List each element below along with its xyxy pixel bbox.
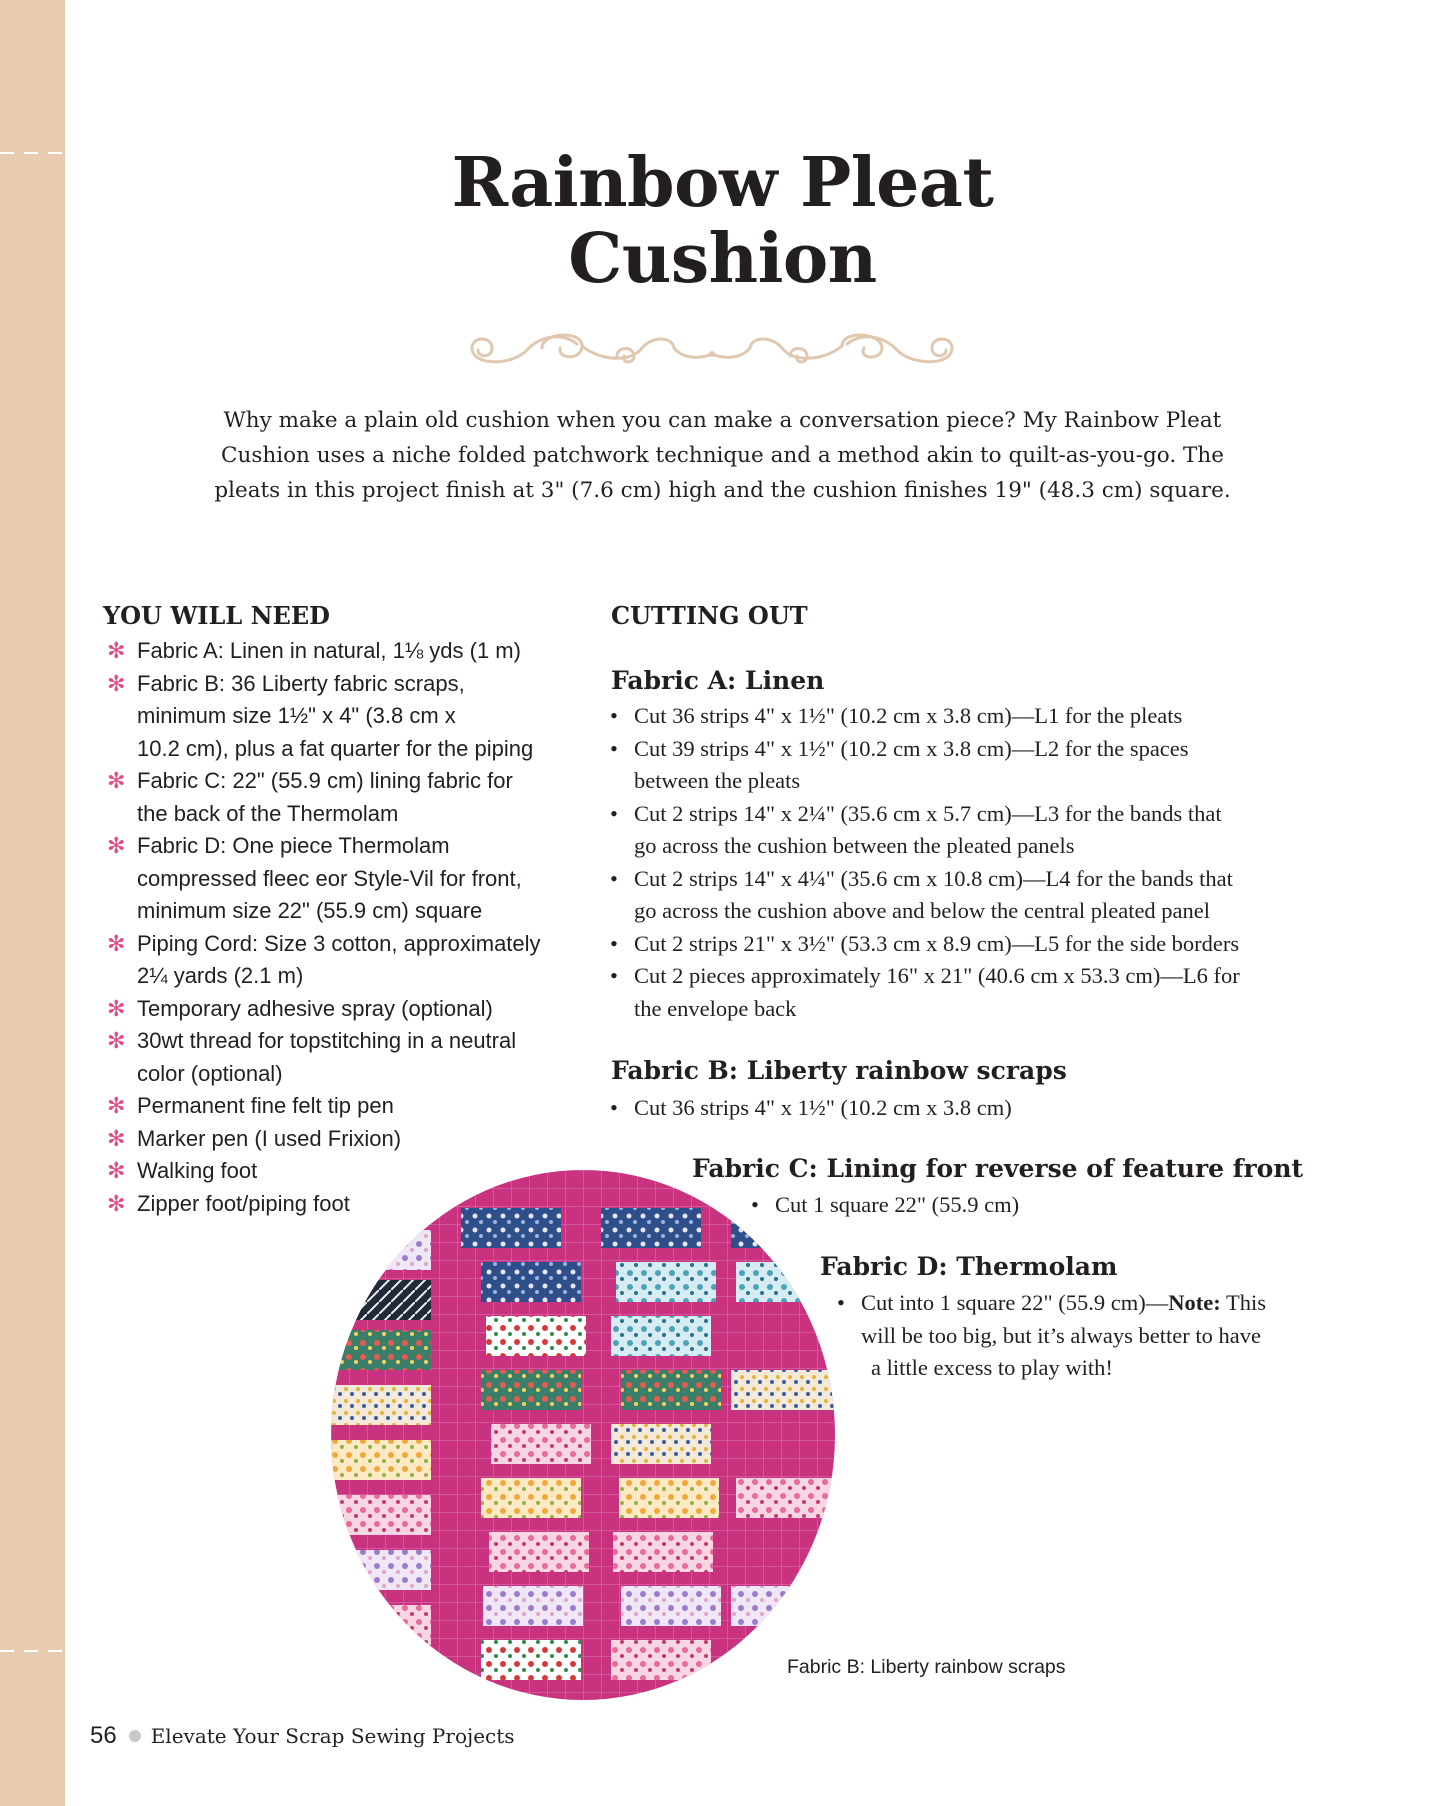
list-item-text: Marker pen (I used Frixion) [137, 1125, 402, 1151]
margin-dash-mark [0, 1650, 65, 1652]
page-footer [90, 1722, 515, 1750]
bullet-dot-icon: • [751, 1192, 759, 1217]
list-item-text: Cut 2 pieces approximately 16" x 21" (40.6 cm x 53.3 cm)—L6 for [634, 963, 1240, 988]
bullet-dot-icon: • [610, 865, 618, 891]
list-item-text: go across the cushion above and below the central pleated panel [634, 898, 1211, 923]
list-item-text: Fabric A: Linen in natural, 1⅛ yds (1 m) [137, 638, 521, 663]
list-item-text: the back of the Thermolam [137, 800, 399, 826]
list-item-text [861, 1287, 1357, 1320]
fabric-c-heading: Fabric C: Lining for reverse of feature front [692, 1154, 1304, 1183]
list-item-text: Temporary adhesive spray (optional) [137, 995, 493, 1021]
page-title-line2: Cushion [568, 219, 877, 299]
list-item-text: Fabric C: 22" (55.9 cm) lining fabric for [137, 768, 513, 793]
list-item-text: Cut 2 strips 14" x 4¼" (35.6 cm x 10.8 cm)—L4 for the bands that [634, 865, 1233, 891]
item-text: Cut into 1 square 22" (55.9 cm)— [861, 1290, 1169, 1315]
bullet-dot-icon: • [610, 800, 618, 826]
item-text: This [1220, 1290, 1266, 1315]
list-item [103, 668, 593, 766]
asterisk-bullet-icon: ✻ [107, 995, 126, 1021]
asterisk-bullet-icon: ✻ [107, 670, 126, 696]
bullet-dot-icon: • [610, 930, 618, 956]
decorative-flourish-icon [442, 318, 982, 378]
list-item-text: Piping Cord: Size 3 cotton, approximately [137, 930, 541, 956]
list-item-text: 10.2 cm), plus a fat quarter for the piping [137, 735, 534, 761]
asterisk-bullet-icon: ✻ [107, 1028, 126, 1053]
list-item-text: Permanent fine felt tip pen [137, 1093, 394, 1118]
list-item [837, 1287, 1357, 1385]
fabric-a-cut-list [610, 700, 1350, 1025]
bullet-dot-icon: • [610, 963, 618, 988]
list-item-text: Walking foot [137, 1158, 258, 1183]
list-item [103, 635, 593, 668]
asterisk-bullet-icon: ✻ [107, 1093, 126, 1118]
fabric-b-heading: Fabric B: Liberty rainbow scraps [611, 1056, 1067, 1085]
separator-dot-icon [129, 1730, 141, 1742]
list-item [610, 798, 1350, 863]
book-title: Elevate Your Scrap Sewing Projects [150, 1724, 515, 1748]
list-item [103, 1123, 593, 1156]
list-item [610, 928, 1350, 961]
fabric-a-heading: Fabric A: Linen [611, 666, 825, 695]
list-item-text: Cut 1 square 22" (55.9 cm) [775, 1192, 1020, 1217]
asterisk-bullet-icon: ✻ [107, 768, 126, 793]
asterisk-bullet-icon: ✻ [107, 638, 126, 663]
list-item [103, 928, 593, 993]
list-item-text: a little excess to play with! [871, 1355, 1113, 1380]
photo-caption: Fabric B: Liberty rainbow scraps [787, 1656, 1066, 1678]
bullet-dot-icon: • [610, 703, 618, 728]
intro-line: Cushion uses a niche folded patchwork technique and a method akin to quilt-as-you-go. The [221, 443, 1224, 468]
bullet-dot-icon: • [610, 735, 618, 761]
bullet-dot-icon: • [837, 1290, 845, 1315]
asterisk-bullet-icon: ✻ [107, 1125, 126, 1151]
fabric-d-heading: Fabric D: Thermolam [820, 1252, 1118, 1281]
asterisk-bullet-icon: ✻ [107, 1190, 126, 1216]
list-item-text: 2¼ yards (2.1 m) [137, 963, 304, 988]
fabric-d-cut-list [837, 1287, 1357, 1385]
intro-line: Why make a plain old cushion when you can make a conversation piece? My Rainbow Pleat [223, 408, 1222, 433]
list-item-text: 30wt thread for topstitching in a neutral [137, 1028, 517, 1053]
list-item-text: Fabric D: One piece Thermolam [137, 833, 450, 858]
list-item-text: the envelope back [634, 995, 797, 1021]
bullet-dot-icon: • [610, 1095, 618, 1120]
list-item-text: Cut 36 strips 4" x 1½" (10.2 cm x 3.8 cm)—L1 for the pleats [634, 703, 1183, 728]
list-item [610, 733, 1350, 798]
list-item-text: go across the cushion between the pleated panels [634, 833, 1075, 858]
list-item [103, 1090, 593, 1123]
list-item [610, 1092, 1310, 1125]
list-item-text: between the pleats [634, 768, 801, 793]
list-item [103, 765, 593, 830]
list-item [610, 863, 1350, 928]
intro-line: pleats in this project finish at 3" (7.6 cm) high and the cushion finishes 19" (48.3 cm) square. [214, 478, 1231, 503]
list-item [103, 1025, 593, 1090]
page-number: 56 [90, 1722, 117, 1749]
intro-paragraph [150, 403, 1295, 508]
list-item [610, 700, 1350, 733]
list-item [610, 960, 1350, 1025]
note-label: Note: [1168, 1290, 1221, 1315]
list-item-text: minimum size 1½" x 4" (3.8 cm x [137, 703, 456, 728]
list-item-text: Zipper foot/piping foot [137, 1190, 350, 1216]
list-item-text: Cut 36 strips 4" x 1½" (10.2 cm x 3.8 cm) [634, 1095, 1012, 1120]
list-item-text: will be too big, but it’s always better to have [861, 1322, 1261, 1348]
list-item-text: Cut 2 strips 14" x 2¼" (35.6 cm x 5.7 cm)—L3 for the bands that [634, 800, 1222, 826]
list-item-text: Cut 2 strips 21" x 3½" (53.3 cm x 8.9 cm)—L5 for the side borders [634, 930, 1240, 956]
cutting-out-heading: CUTTING OUT [611, 601, 808, 630]
you-will-need-list [103, 635, 593, 1220]
list-item-text: color (optional) [137, 1060, 283, 1086]
list-item-text: Fabric B: 36 Liberty fabric scraps, [137, 670, 465, 696]
asterisk-bullet-icon: ✻ [107, 930, 126, 956]
list-item-text: minimum size 22" (55.9 cm) square [137, 898, 483, 923]
fabric-scraps-photo [331, 1170, 836, 1700]
fabric-b-cut-list [610, 1092, 1310, 1125]
list-item [103, 993, 593, 1026]
list-item-text: compressed fleec eor Style-Vil for front, [137, 865, 522, 891]
list-item [103, 830, 593, 928]
list-item-text: Cut 39 strips 4" x 1½" (10.2 cm x 3.8 cm)—L2 for the spaces [634, 735, 1189, 761]
page-title-line1: Rainbow Pleat [451, 143, 994, 223]
asterisk-bullet-icon: ✻ [107, 833, 126, 858]
you-will-need-heading: YOU WILL NEED [103, 601, 330, 630]
asterisk-bullet-icon: ✻ [107, 1158, 126, 1183]
